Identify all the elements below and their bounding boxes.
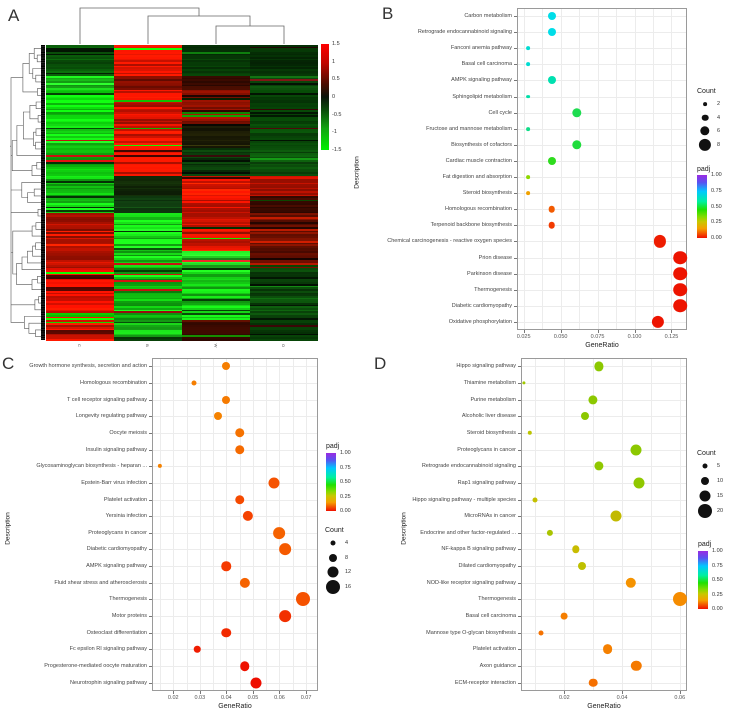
gridline-vertical <box>213 359 214 690</box>
pathway-label: AMPK signaling pathway <box>86 563 147 570</box>
gridline-vertical <box>598 9 599 329</box>
gridline-horizontal <box>522 416 686 417</box>
colorbar-tick-label: -1.5 <box>332 147 342 153</box>
gridline-vertical <box>579 9 580 329</box>
legend-count-dot <box>699 138 711 150</box>
data-point <box>578 562 586 570</box>
colorbar-tick-label: 0.5 <box>332 76 340 83</box>
legend-count-label: 4 <box>717 114 721 121</box>
gridline-horizontal <box>522 516 686 517</box>
column-dendrogram <box>46 4 318 44</box>
gridline-vertical <box>635 9 636 329</box>
pathway-label: Fc epsilon RI signaling pathway <box>69 646 147 653</box>
legend-count-dot <box>700 491 711 502</box>
legend-padj-label: 0.75 <box>340 464 351 471</box>
pathway-label: Longevity regulating pathway <box>75 413 147 420</box>
pathway-label: Hippo signaling pathway <box>456 363 516 370</box>
gridline-vertical <box>535 359 536 690</box>
data-point <box>533 497 538 502</box>
pathway-label: Platelet activation <box>472 646 516 653</box>
y-tick <box>514 241 517 242</box>
gridline-horizontal <box>522 616 686 617</box>
data-point <box>526 46 530 50</box>
legend-count-dot <box>701 477 709 485</box>
y-axis-title: Description <box>353 156 361 189</box>
legend-count-dot <box>329 554 337 562</box>
data-point <box>674 267 688 281</box>
pathway-label: Chemical carcinogenesis - reactive oxygen species <box>387 238 512 245</box>
gridline-horizontal <box>518 145 686 146</box>
gridline-horizontal <box>522 400 686 401</box>
x-tick-label: 0.03 <box>194 695 206 701</box>
y-tick <box>518 516 521 517</box>
y-tick <box>518 666 521 667</box>
y-tick <box>514 225 517 226</box>
data-point <box>611 511 622 522</box>
x-tick-label: 0.06 <box>274 695 285 701</box>
pathway-label: Yersinia infection <box>105 513 147 520</box>
y-tick <box>518 433 521 434</box>
legend-count-label: 12 <box>345 569 352 575</box>
pathway-label: Rap1 signaling pathway <box>457 479 516 486</box>
pathway-label: Diabetic cardiomyopathy <box>451 302 512 309</box>
x-tick <box>564 691 565 694</box>
gridline-vertical <box>542 9 543 329</box>
y-tick <box>514 48 517 49</box>
x-tick <box>173 691 174 694</box>
y-tick <box>514 177 517 178</box>
legend-count-label: 15 <box>717 493 724 499</box>
x-tick-label: 0.02 <box>558 695 570 701</box>
pathway-label: Insulin signaling pathway <box>85 446 147 453</box>
data-point <box>589 678 598 687</box>
pathway-label: Retrograde endocannabinoid signaling <box>421 463 516 470</box>
y-tick <box>518 466 521 467</box>
gridline-horizontal <box>518 258 686 259</box>
gridline-horizontal <box>518 306 686 307</box>
gridline-vertical <box>524 9 525 329</box>
pathway-label: Thermogenesis <box>109 596 147 603</box>
pathway-label: Fluid shear stress and atherosclerosis <box>54 579 147 586</box>
pathway-label: Growth hormone synthesis, secretion and action <box>29 363 147 370</box>
y-tick <box>518 566 521 567</box>
pathway-label: Dilated cardiomyopathy <box>458 563 516 570</box>
gridline-horizontal <box>518 290 686 291</box>
x-tick <box>279 691 280 694</box>
gridline-vertical <box>200 359 201 690</box>
x-tick <box>306 691 307 694</box>
pathway-label: Mannose type O-glycan biosynthesis <box>426 629 516 636</box>
data-point <box>526 127 530 131</box>
legend-padj-title: padj <box>697 166 711 173</box>
pathway-label: Cell cycle <box>488 109 512 116</box>
pathway-label: Prion disease <box>478 254 512 261</box>
y-tick <box>518 649 521 650</box>
legend-padj-label: 0.50 <box>711 203 722 210</box>
gridline-horizontal <box>522 599 686 600</box>
gridline-vertical <box>680 359 681 690</box>
pathway-label: Axon guidance <box>479 663 516 670</box>
y-tick <box>514 97 517 98</box>
pathway-label: Oxidative phosphorylation <box>448 318 512 325</box>
gridline-horizontal <box>518 97 686 98</box>
colorbar-tick-label: 1 <box>332 58 336 65</box>
data-point <box>674 251 688 265</box>
y-tick <box>514 129 517 130</box>
gridline-horizontal <box>522 366 686 367</box>
legend-count-label: 6 <box>717 128 721 134</box>
pathway-label: Platelet activation <box>103 496 147 503</box>
colorbar-tick-label: 0 <box>332 94 336 100</box>
gridline-vertical <box>253 359 254 690</box>
x-tick-label: 0.04 <box>616 695 628 701</box>
pathway-label: Endocrine and other factor-regulated ... <box>420 529 516 536</box>
pathway-label: Thermogenesis <box>478 596 516 603</box>
gridline-horizontal <box>522 466 686 467</box>
y-tick <box>514 274 517 275</box>
gridline-horizontal <box>522 666 686 667</box>
x-tick <box>561 330 562 333</box>
pathway-label: Basal cell carcinoma <box>461 61 512 68</box>
data-point <box>634 477 645 488</box>
pathway-label: MicroRNAs in cancer <box>464 513 516 520</box>
gridline-horizontal <box>522 450 686 451</box>
gridline-vertical <box>622 359 623 690</box>
pathway-label: ECM-receptor interaction <box>454 679 516 686</box>
pathway-label: Basal cell carcinoma <box>465 613 516 620</box>
gridline-horizontal <box>522 683 686 684</box>
legend-count-label: 4 <box>345 540 349 546</box>
gridline-horizontal <box>522 433 686 434</box>
y-tick <box>518 400 521 401</box>
legend-padj-label: 1.00 <box>712 548 723 554</box>
legend-count-title: Count <box>697 88 716 95</box>
pathway-label: Motor proteins <box>111 613 147 620</box>
heatmap-cell <box>250 339 318 341</box>
pathway-label: Terpenoid backbone biosynthesis <box>430 222 512 229</box>
pathway-label: Diabetic cardiomyopathy <box>86 546 147 553</box>
y-tick <box>518 416 521 417</box>
pathway-label: Epstein-Barr virus infection <box>81 479 147 486</box>
y-tick <box>518 383 521 384</box>
heatmap-column-label: C <box>76 344 82 347</box>
pathway-label: T cell receptor signaling pathway <box>67 396 147 403</box>
pathway-label: Osteoclast differentiation <box>86 629 147 636</box>
legend-padj-gradient <box>697 175 707 238</box>
x-axis-title: GeneRatio <box>218 703 252 710</box>
data-point <box>526 62 530 66</box>
y-tick <box>518 633 521 634</box>
gridline-horizontal <box>522 500 686 501</box>
panel-letter-c: C <box>2 354 15 373</box>
heatmap-column-label: W <box>213 343 219 348</box>
y-axis-title: Description <box>400 511 408 545</box>
data-point <box>674 299 688 313</box>
gridline-vertical <box>561 9 562 329</box>
pathway-label: AMPK signaling pathway <box>451 77 512 84</box>
gridline-horizontal <box>518 113 686 114</box>
data-point <box>548 28 556 36</box>
gridline-vertical <box>593 359 594 690</box>
heatmap-cell <box>46 339 114 341</box>
data-point <box>526 191 530 195</box>
gridline-horizontal <box>518 129 686 130</box>
data-point <box>548 12 556 20</box>
pathway-label: Steroid biosynthesis <box>466 429 516 436</box>
legend-count-title: Count <box>697 450 716 457</box>
gridline-horizontal <box>522 549 686 550</box>
x-axis-title: GeneRatio <box>585 342 619 349</box>
pathway-label: Alcoholic liver disease <box>461 413 516 420</box>
pathway-label: Steroid biosynthesis <box>462 190 512 197</box>
pathway-label: Purine metabolism <box>470 396 516 403</box>
y-tick <box>514 290 517 291</box>
data-point <box>581 412 589 420</box>
legend-padj-title: padj <box>698 541 712 548</box>
data-point <box>548 157 556 165</box>
legend-padj-label: 0.75 <box>712 562 723 569</box>
legend-padj-label: 0.50 <box>712 577 723 583</box>
gridline-vertical <box>173 359 174 690</box>
gridline-horizontal <box>518 161 686 162</box>
pathway-label: Biosynthesis of cofactors <box>451 141 512 148</box>
x-tick <box>680 691 681 694</box>
x-tick <box>635 330 636 333</box>
gridline-vertical <box>653 9 654 329</box>
gridline-horizontal <box>518 274 686 275</box>
plot-area <box>521 358 687 691</box>
legend-padj-label: 0.25 <box>340 493 351 500</box>
y-tick <box>518 683 521 684</box>
legend-padj-label: 0.25 <box>711 219 722 226</box>
legend-count-title: Count <box>325 527 344 534</box>
colorbar-tick-label: -1 <box>332 129 337 136</box>
x-tick-label: 0.075 <box>590 334 605 340</box>
x-tick <box>524 330 525 333</box>
pathway-label: Parkinson disease <box>467 270 512 277</box>
y-tick <box>518 583 521 584</box>
y-tick <box>518 549 521 550</box>
x-tick <box>671 330 672 333</box>
data-point <box>548 206 555 213</box>
gridline-horizontal <box>518 225 686 226</box>
x-axis-title: GeneRatio <box>587 703 621 710</box>
y-tick <box>514 258 517 259</box>
gridline-horizontal <box>518 48 686 49</box>
legend-padj-label: 1.00 <box>711 172 722 178</box>
y-tick <box>514 113 517 114</box>
x-tick-label: 0.125 <box>664 334 679 340</box>
data-point <box>603 644 613 654</box>
y-tick <box>514 209 517 210</box>
pathway-label: Homologous recombination <box>445 206 512 213</box>
gridline-vertical <box>266 359 267 690</box>
legend-count-label: 16 <box>345 583 352 590</box>
pathway-label: NF-kappa B signaling pathway <box>441 546 516 553</box>
legend-count-label: 5 <box>717 463 721 469</box>
gridline-horizontal <box>518 16 686 17</box>
pathway-label: Neurotrophin signaling pathway <box>69 679 147 686</box>
data-point <box>674 283 688 297</box>
legend-padj-label: 0.00 <box>340 508 351 514</box>
y-tick <box>518 483 521 484</box>
pathway-label: Sphingolipid metabolism <box>452 93 512 100</box>
gridline-vertical <box>651 359 652 690</box>
gridline-vertical <box>240 359 241 690</box>
pathway-label: Progesterone-mediated oocyte maturation <box>44 663 147 670</box>
legend-count-dot <box>700 126 709 135</box>
data-point <box>526 95 530 99</box>
pathway-label: Thermogenesis <box>474 286 512 293</box>
gridline-vertical <box>564 359 565 690</box>
gridline-horizontal <box>518 64 686 65</box>
legend-count-label: 10 <box>717 478 724 484</box>
x-tick-label: 0.05 <box>247 695 259 701</box>
gridline-vertical <box>293 359 294 690</box>
gridline-vertical <box>671 9 672 329</box>
y-tick <box>518 500 521 501</box>
y-tick <box>518 366 521 367</box>
x-tick <box>622 691 623 694</box>
legend-padj-gradient <box>698 551 708 609</box>
gridline-horizontal <box>522 583 686 584</box>
x-tick-label: 0.100 <box>627 334 642 340</box>
pathway-label: Carbon metabolism <box>464 13 512 20</box>
legend-count-dot <box>698 504 712 518</box>
legend-padj-label: 0.00 <box>711 235 722 241</box>
gridline-horizontal <box>518 177 686 178</box>
x-tick <box>598 330 599 333</box>
x-tick <box>253 691 254 694</box>
y-axis-title: Description <box>4 511 12 545</box>
data-point <box>561 613 568 620</box>
legend-count-dot <box>703 102 707 106</box>
data-point <box>673 592 687 606</box>
pathway-label: Proteoglycans in cancer <box>88 529 147 536</box>
legend-padj-label: 0.00 <box>712 606 723 612</box>
y-tick <box>518 599 521 600</box>
panel-letter-b: B <box>382 4 394 23</box>
y-tick <box>514 80 517 81</box>
legend-padj-label: 0.50 <box>340 479 351 485</box>
pathway-label: Oocyte meiosis <box>109 429 147 436</box>
pathway-label: Homologous recombination <box>80 379 147 386</box>
heatmap-row <box>46 339 318 341</box>
pathway-label: Fanconi anemia pathway <box>450 45 512 52</box>
pathway-label: NOD-like receptor signaling pathway <box>426 579 516 586</box>
y-tick <box>514 32 517 33</box>
pathway-label: Glycosaminoglycan biosynthesis - heparan ... <box>36 463 147 470</box>
pathway-label: Fat digestion and absorption <box>442 174 512 181</box>
pathway-label: Proteoglycans in cancer <box>457 446 516 453</box>
gridline-horizontal <box>522 383 686 384</box>
gridline-vertical <box>187 359 188 690</box>
legend-count-label: 8 <box>345 554 349 561</box>
data-point <box>526 175 530 179</box>
gridline-horizontal <box>518 209 686 210</box>
legend-padj-label: 1.00 <box>340 450 351 456</box>
colorbar-tick-label: -0.5 <box>332 111 342 118</box>
y-tick <box>518 450 521 451</box>
gridline-vertical <box>279 359 280 690</box>
legend-padj-label: 0.25 <box>712 591 723 598</box>
gridline-horizontal <box>518 193 686 194</box>
gridline-vertical <box>226 359 227 690</box>
pathway-label: Fructose and mannose metabolism <box>426 125 512 132</box>
x-tick-label: 0.04 <box>221 695 232 701</box>
data-point <box>548 76 556 84</box>
heatmap-column-label: O <box>281 343 287 348</box>
gridline-vertical <box>306 359 307 690</box>
gridline-horizontal <box>522 483 686 484</box>
legend-count-label: 2 <box>717 101 721 107</box>
data-point <box>548 222 555 229</box>
y-tick <box>518 616 521 617</box>
x-tick <box>200 691 201 694</box>
y-tick <box>514 64 517 65</box>
data-point <box>631 444 642 455</box>
legend-count-label: 20 <box>717 508 724 514</box>
gridline-horizontal <box>518 80 686 81</box>
pathway-label: Thiamine metabolism <box>463 379 516 386</box>
heatmap-cell <box>114 339 182 341</box>
legend-count-dot <box>703 464 708 469</box>
y-tick <box>518 533 521 534</box>
x-tick <box>226 691 227 694</box>
data-point <box>539 630 544 635</box>
panel-letter-d: D <box>374 354 387 373</box>
colorbar-tick-label: 1.5 <box>332 41 340 47</box>
pathway-label: Retrograde endocannabinoid signaling <box>417 29 512 36</box>
pathway-label: Hippo signaling pathway - multiple species <box>412 496 516 503</box>
x-tick-label: 0.02 <box>167 695 179 701</box>
legend-count-dot <box>331 541 336 546</box>
x-tick-label: 0.025 <box>516 334 531 340</box>
heatmap-cell <box>182 339 250 341</box>
legend-count-label: 8 <box>717 141 721 148</box>
legend-count-dot <box>702 114 709 121</box>
x-tick-label: 0.050 <box>553 334 568 340</box>
y-tick <box>514 16 517 17</box>
gridline-vertical <box>160 359 161 690</box>
gridline-horizontal <box>522 566 686 567</box>
x-tick-label: 0.07 <box>300 695 312 701</box>
x-tick-label: 0.06 <box>674 695 686 701</box>
legend-padj-label: 0.75 <box>711 187 722 194</box>
legend-padj-title: padj <box>326 443 340 450</box>
heatmap-column-label: B <box>144 344 150 347</box>
y-tick <box>514 161 517 162</box>
y-tick <box>514 306 517 307</box>
gridline-horizontal <box>522 633 686 634</box>
gridline-vertical <box>616 9 617 329</box>
panel-letter-a: A <box>8 6 20 25</box>
y-tick <box>514 322 517 323</box>
pathway-label: Cardiac muscle contraction <box>445 157 512 164</box>
gridline-horizontal <box>518 32 686 33</box>
y-tick <box>514 193 517 194</box>
y-tick <box>514 145 517 146</box>
